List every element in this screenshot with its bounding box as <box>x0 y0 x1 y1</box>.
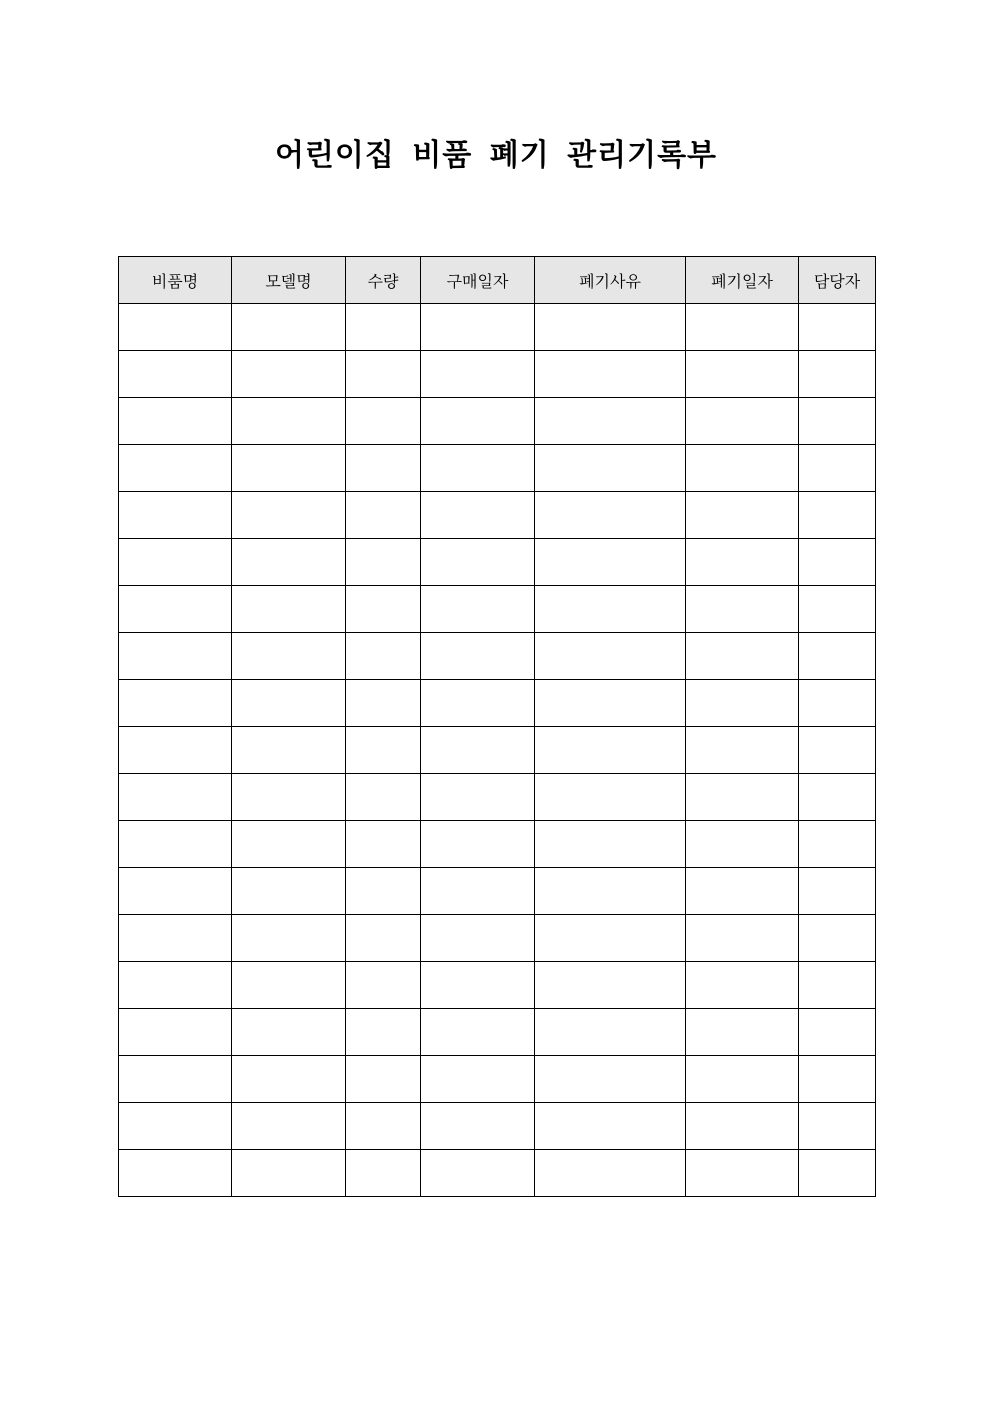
cell-manager[interactable] <box>799 304 876 351</box>
table-row <box>119 304 876 351</box>
table-row <box>119 1009 876 1056</box>
cell-disposal-date[interactable] <box>686 821 799 868</box>
cell-quantity[interactable] <box>346 1009 421 1056</box>
cell-model-name[interactable] <box>232 586 346 633</box>
cell-item-name[interactable] <box>119 1056 232 1103</box>
cell-disposal-reason[interactable] <box>535 727 686 774</box>
cell-purchase-date[interactable] <box>421 774 535 821</box>
cell-purchase-date[interactable] <box>421 821 535 868</box>
column-header-manager: 담당자 <box>799 257 876 304</box>
cell-item-name[interactable] <box>119 633 232 680</box>
table-row <box>119 680 876 727</box>
cell-model-name[interactable] <box>232 727 346 774</box>
cell-model-name[interactable] <box>232 539 346 586</box>
cell-model-name[interactable] <box>232 633 346 680</box>
cell-model-name[interactable] <box>232 398 346 445</box>
cell-manager[interactable] <box>799 633 876 680</box>
cell-disposal-reason[interactable] <box>535 1056 686 1103</box>
table-row <box>119 868 876 915</box>
cell-quantity[interactable] <box>346 586 421 633</box>
cell-disposal-date[interactable] <box>686 351 799 398</box>
cell-purchase-date[interactable] <box>421 539 535 586</box>
cell-purchase-date[interactable] <box>421 868 535 915</box>
cell-disposal-reason[interactable] <box>535 1150 686 1197</box>
cell-quantity[interactable] <box>346 492 421 539</box>
table-row <box>119 445 876 492</box>
page-title: 어린이집 비품 폐기 관리기록부 <box>274 138 718 173</box>
cell-disposal-reason[interactable] <box>535 915 686 962</box>
cell-disposal-reason[interactable] <box>535 1009 686 1056</box>
cell-item-name[interactable] <box>119 304 232 351</box>
cell-purchase-date[interactable] <box>421 1103 535 1150</box>
cell-manager[interactable] <box>799 586 876 633</box>
cell-item-name[interactable] <box>119 680 232 727</box>
cell-manager[interactable] <box>799 774 876 821</box>
table-row <box>119 774 876 821</box>
cell-manager[interactable] <box>799 821 876 868</box>
table-header-row <box>119 257 876 304</box>
cell-disposal-date[interactable] <box>686 539 799 586</box>
cell-model-name[interactable] <box>232 1150 346 1197</box>
cell-model-name[interactable] <box>232 492 346 539</box>
cell-disposal-date[interactable] <box>686 868 799 915</box>
cell-manager[interactable] <box>799 1056 876 1103</box>
cell-disposal-reason[interactable] <box>535 586 686 633</box>
cell-disposal-date[interactable] <box>686 727 799 774</box>
cell-purchase-date[interactable] <box>421 1009 535 1056</box>
cell-model-name[interactable] <box>232 1009 346 1056</box>
cell-quantity[interactable] <box>346 1056 421 1103</box>
cell-item-name[interactable] <box>119 962 232 1009</box>
cell-item-name[interactable] <box>119 492 232 539</box>
table-row <box>119 821 876 868</box>
cell-purchase-date[interactable] <box>421 351 535 398</box>
cell-manager[interactable] <box>799 1009 876 1056</box>
table-row <box>119 351 876 398</box>
cell-quantity[interactable] <box>346 774 421 821</box>
cell-purchase-date[interactable] <box>421 586 535 633</box>
cell-disposal-date[interactable] <box>686 304 799 351</box>
cell-manager[interactable] <box>799 680 876 727</box>
cell-item-name[interactable] <box>119 1150 232 1197</box>
table-row <box>119 1056 876 1103</box>
cell-manager[interactable] <box>799 1150 876 1197</box>
cell-disposal-reason[interactable] <box>535 774 686 821</box>
column-header-item-name: 비품명 <box>119 257 232 304</box>
cell-manager[interactable] <box>799 539 876 586</box>
column-header-quantity: 수량 <box>346 257 421 304</box>
cell-disposal-reason[interactable] <box>535 962 686 1009</box>
cell-model-name[interactable] <box>232 351 346 398</box>
cell-item-name[interactable] <box>119 445 232 492</box>
table-row <box>119 727 876 774</box>
cell-item-name[interactable] <box>119 774 232 821</box>
cell-item-name[interactable] <box>119 868 232 915</box>
cell-model-name[interactable] <box>232 304 346 351</box>
cell-disposal-date[interactable] <box>686 680 799 727</box>
cell-model-name[interactable] <box>232 680 346 727</box>
cell-disposal-date[interactable] <box>686 492 799 539</box>
cell-disposal-date[interactable] <box>686 586 799 633</box>
cell-disposal-date[interactable] <box>686 1009 799 1056</box>
cell-manager[interactable] <box>799 445 876 492</box>
cell-model-name[interactable] <box>232 868 346 915</box>
table-row <box>119 633 876 680</box>
cell-manager[interactable] <box>799 398 876 445</box>
table-row <box>119 962 876 1009</box>
cell-disposal-reason[interactable] <box>535 1103 686 1150</box>
cell-quantity[interactable] <box>346 821 421 868</box>
cell-disposal-reason[interactable] <box>535 680 686 727</box>
cell-manager[interactable] <box>799 962 876 1009</box>
cell-disposal-date[interactable] <box>686 398 799 445</box>
cell-item-name[interactable] <box>119 727 232 774</box>
cell-disposal-date[interactable] <box>686 962 799 1009</box>
cell-disposal-reason[interactable] <box>535 351 686 398</box>
cell-disposal-reason[interactable] <box>535 633 686 680</box>
cell-model-name[interactable] <box>232 915 346 962</box>
cell-model-name[interactable] <box>232 821 346 868</box>
table-body <box>119 304 876 1197</box>
column-header-disposal-date: 폐기일자 <box>686 257 799 304</box>
cell-item-name[interactable] <box>119 1103 232 1150</box>
cell-quantity[interactable] <box>346 915 421 962</box>
cell-quantity[interactable] <box>346 633 421 680</box>
table-row <box>119 915 876 962</box>
cell-manager[interactable] <box>799 727 876 774</box>
table-row <box>119 492 876 539</box>
cell-purchase-date[interactable] <box>421 492 535 539</box>
cell-purchase-date[interactable] <box>421 398 535 445</box>
cell-purchase-date[interactable] <box>421 680 535 727</box>
cell-quantity[interactable] <box>346 351 421 398</box>
cell-purchase-date[interactable] <box>421 304 535 351</box>
cell-manager[interactable] <box>799 868 876 915</box>
cell-quantity[interactable] <box>346 1150 421 1197</box>
cell-model-name[interactable] <box>232 1056 346 1103</box>
cell-quantity[interactable] <box>346 962 421 1009</box>
cell-disposal-reason[interactable] <box>535 492 686 539</box>
cell-purchase-date[interactable] <box>421 1056 535 1103</box>
cell-item-name[interactable] <box>119 1009 232 1056</box>
cell-quantity[interactable] <box>346 445 421 492</box>
cell-manager[interactable] <box>799 492 876 539</box>
cell-quantity[interactable] <box>346 398 421 445</box>
cell-quantity[interactable] <box>346 304 421 351</box>
table-row <box>119 539 876 586</box>
cell-quantity[interactable] <box>346 868 421 915</box>
cell-purchase-date[interactable] <box>421 633 535 680</box>
cell-disposal-reason[interactable] <box>535 445 686 492</box>
disposal-log-table <box>118 256 876 1197</box>
cell-item-name[interactable] <box>119 586 232 633</box>
cell-disposal-reason[interactable] <box>535 821 686 868</box>
cell-model-name[interactable] <box>232 962 346 1009</box>
cell-disposal-date[interactable] <box>686 633 799 680</box>
cell-purchase-date[interactable] <box>421 445 535 492</box>
cell-quantity[interactable] <box>346 539 421 586</box>
cell-purchase-date[interactable] <box>421 727 535 774</box>
cell-model-name[interactable] <box>232 774 346 821</box>
cell-disposal-date[interactable] <box>686 1103 799 1150</box>
cell-manager[interactable] <box>799 1103 876 1150</box>
cell-item-name[interactable] <box>119 821 232 868</box>
cell-disposal-date[interactable] <box>686 1056 799 1103</box>
cell-disposal-reason[interactable] <box>535 539 686 586</box>
column-header-purchase-date: 구매일자 <box>421 257 535 304</box>
cell-disposal-date[interactable] <box>686 1150 799 1197</box>
cell-item-name[interactable] <box>119 915 232 962</box>
cell-model-name[interactable] <box>232 445 346 492</box>
cell-disposal-reason[interactable] <box>535 304 686 351</box>
column-header-disposal-reason: 폐기사유 <box>535 257 686 304</box>
cell-quantity[interactable] <box>346 680 421 727</box>
cell-purchase-date[interactable] <box>421 1150 535 1197</box>
cell-manager[interactable] <box>799 915 876 962</box>
cell-purchase-date[interactable] <box>421 962 535 1009</box>
column-header-model-name: 모델명 <box>232 257 346 304</box>
cell-model-name[interactable] <box>232 1103 346 1150</box>
cell-disposal-date[interactable] <box>686 915 799 962</box>
cell-quantity[interactable] <box>346 727 421 774</box>
table-row <box>119 398 876 445</box>
cell-item-name[interactable] <box>119 398 232 445</box>
cell-item-name[interactable] <box>119 539 232 586</box>
table-row <box>119 1150 876 1197</box>
cell-manager[interactable] <box>799 351 876 398</box>
table-row <box>119 586 876 633</box>
cell-item-name[interactable] <box>119 351 232 398</box>
cell-disposal-date[interactable] <box>686 445 799 492</box>
cell-disposal-reason[interactable] <box>535 868 686 915</box>
cell-disposal-date[interactable] <box>686 774 799 821</box>
cell-purchase-date[interactable] <box>421 915 535 962</box>
cell-quantity[interactable] <box>346 1103 421 1150</box>
cell-disposal-reason[interactable] <box>535 398 686 445</box>
table-row <box>119 1103 876 1150</box>
